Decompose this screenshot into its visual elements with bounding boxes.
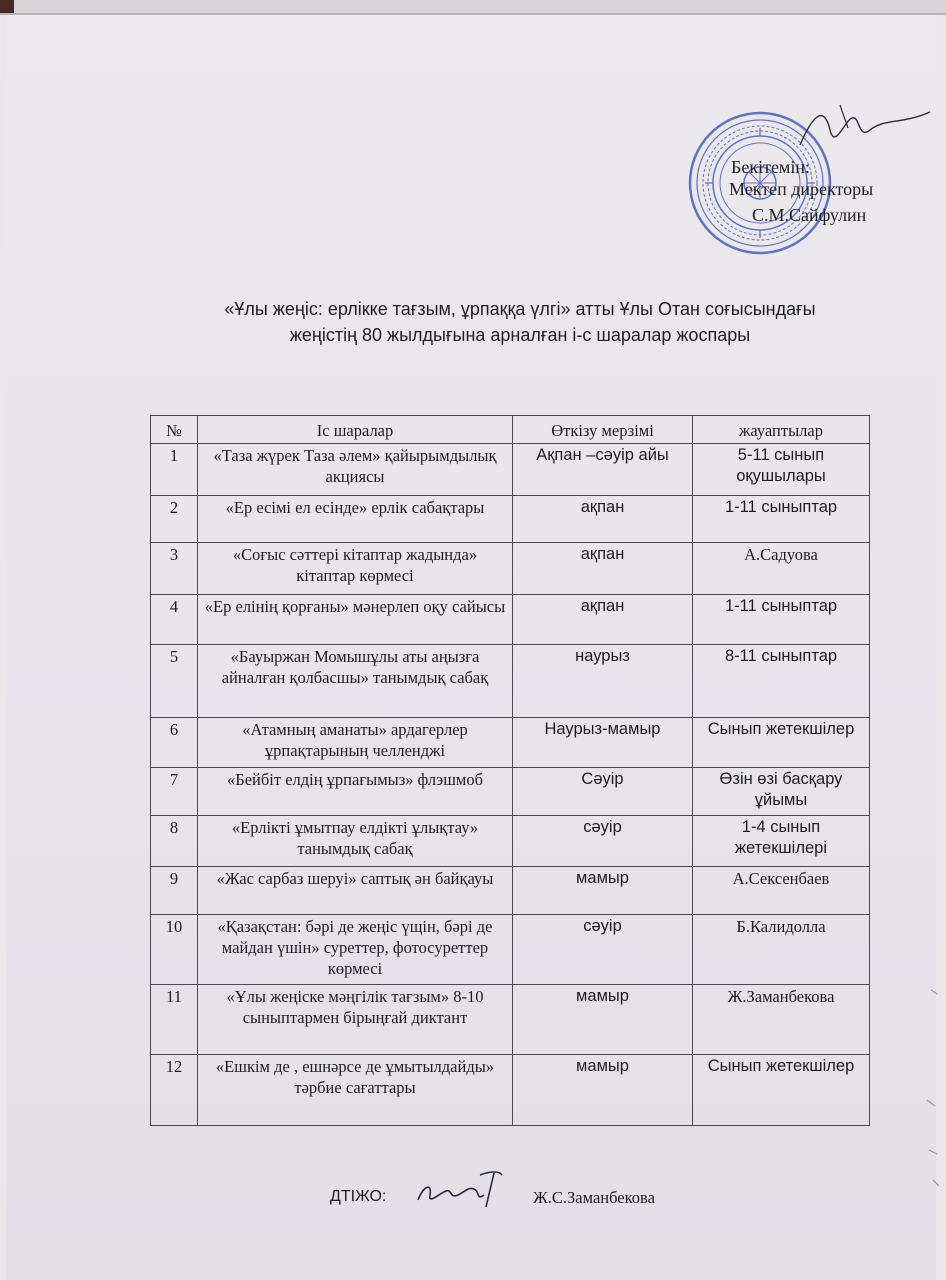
row-number: 3 bbox=[151, 543, 198, 595]
row-event: «Ешкім де , ешнәрсе де ұмытылдайды» тәрбие сағаттары bbox=[198, 1055, 513, 1126]
header-responsible: жауаптылар bbox=[693, 416, 870, 444]
row-responsible: 1-4 сынып жетекшілері bbox=[693, 816, 870, 867]
table-row bbox=[151, 915, 870, 985]
row-event: «Ер елінің қорғаны» мәнерлеп оқу сайысы bbox=[198, 595, 513, 645]
photo-corner-mark bbox=[0, 0, 14, 14]
row-number: 6 bbox=[151, 718, 198, 768]
row-date: сәуір bbox=[513, 915, 693, 985]
row-date: мамыр bbox=[513, 985, 693, 1055]
table-header-row bbox=[151, 416, 870, 444]
row-responsible: Өзін өзі басқару ұйымы bbox=[693, 768, 870, 816]
row-date: наурыз bbox=[513, 645, 693, 718]
row-responsible: Ж.Заманбекова bbox=[693, 985, 870, 1055]
row-date: ақпан bbox=[513, 595, 693, 645]
row-number: 10 bbox=[151, 915, 198, 985]
row-event: «Жас сарбаз шеруі» саптық ән байқауы bbox=[198, 867, 513, 915]
row-event: «Ер есімі ел есінде» ерлік сабақтары bbox=[198, 496, 513, 543]
row-number: 7 bbox=[151, 768, 198, 816]
row-event: «Атамның аманаты» ардагерлер ұрпақтарының челленджі bbox=[198, 718, 513, 768]
row-event: «Бейбіт елдің ұрпағымыз» флэшмоб bbox=[198, 768, 513, 816]
row-number: 8 bbox=[151, 816, 198, 867]
row-responsible: Сынып жетекшілер bbox=[693, 718, 870, 768]
header-number: № bbox=[151, 416, 198, 444]
row-responsible: Б.Калидолла bbox=[693, 915, 870, 985]
row-responsible: 5-11 сынып оқушылары bbox=[693, 444, 870, 496]
title-line-2: жеңістің 80 жылдығына арналған і-с шаралар жоспары bbox=[289, 325, 751, 345]
row-responsible: 8-11 сыныптар bbox=[693, 645, 870, 718]
director-signature bbox=[790, 100, 940, 160]
page-edge-shadow bbox=[917, 980, 939, 1200]
row-date: Сәуір bbox=[513, 768, 693, 816]
row-date: ақпан bbox=[513, 543, 693, 595]
table-row bbox=[151, 595, 870, 645]
row-responsible: Сынып жетекшілер bbox=[693, 1055, 870, 1126]
row-number: 2 bbox=[151, 496, 198, 543]
row-event: «Соғыс сәттері кітаптар жадында» кітаптар көрмесі bbox=[198, 543, 513, 595]
table-row bbox=[151, 867, 870, 915]
deputy-signature bbox=[410, 1165, 510, 1215]
row-date: ақпан bbox=[513, 496, 693, 543]
table-row bbox=[151, 985, 870, 1055]
events-plan-table bbox=[150, 415, 870, 1126]
header-date: Өткізу мерзімі bbox=[513, 416, 693, 444]
row-number: 5 bbox=[151, 645, 198, 718]
row-event: «Ерлікті ұмытпау елдікті ұлықтау» танымдық сабақ bbox=[198, 816, 513, 867]
row-date: Наурыз-мамыр bbox=[513, 718, 693, 768]
row-date: мамыр bbox=[513, 1055, 693, 1126]
photo-top-strip bbox=[0, 0, 946, 14]
row-number: 9 bbox=[151, 867, 198, 915]
table-row bbox=[151, 496, 870, 543]
approval-heading: Бекітемін: bbox=[731, 157, 810, 177]
row-responsible: А.Садуова bbox=[693, 543, 870, 595]
row-date: мамыр bbox=[513, 867, 693, 915]
row-date: Ақпан –сәуір айы bbox=[513, 444, 693, 496]
row-number: 12 bbox=[151, 1055, 198, 1126]
document-title bbox=[160, 296, 880, 348]
row-date: сәуір bbox=[513, 816, 693, 867]
table-row bbox=[151, 718, 870, 768]
footer-position-label: ДТІЖО: bbox=[330, 1188, 387, 1205]
row-number: 4 bbox=[151, 595, 198, 645]
row-event: «Қазақстан: бәрі де жеңіс үщін, бәрі де майдан үшін» суреттер, фотосуреттер көрмесі bbox=[198, 915, 513, 985]
footer-deputy-name: Ж.С.Заманбекова bbox=[533, 1188, 655, 1207]
table-row bbox=[151, 768, 870, 816]
row-event: «Таза жүрек Таза әлем» қайырымдылық акциясы bbox=[198, 444, 513, 496]
row-event: «Бауыржан Момышұлы аты аңызға айналған қолбасшы» танымдық сабақ bbox=[198, 645, 513, 718]
table-row bbox=[151, 444, 870, 496]
table-row bbox=[151, 543, 870, 595]
approval-position: Мектеп директоры bbox=[729, 179, 874, 199]
table-row bbox=[151, 1055, 870, 1126]
title-line-1: «Ұлы жеңіс: ерлікке тағзым, ұрпаққа үлгі» атты Ұлы Отан соғысындағы bbox=[224, 299, 816, 319]
row-responsible: А.Сексенбаев bbox=[693, 867, 870, 915]
row-number: 1 bbox=[151, 444, 198, 496]
table-row bbox=[151, 645, 870, 718]
approval-director-name: С.М.Сайфулин bbox=[752, 205, 867, 225]
row-event: «Ұлы жеңіске мәңгілік тағзым» 8-10 сыныптармен бірыңғай диктант bbox=[198, 985, 513, 1055]
row-number: 11 bbox=[151, 985, 198, 1055]
row-responsible: 1-11 сыныптар bbox=[693, 496, 870, 543]
table-row bbox=[151, 816, 870, 867]
header-events: Іс шаралар bbox=[198, 416, 513, 444]
row-responsible: 1-11 сыныптар bbox=[693, 595, 870, 645]
